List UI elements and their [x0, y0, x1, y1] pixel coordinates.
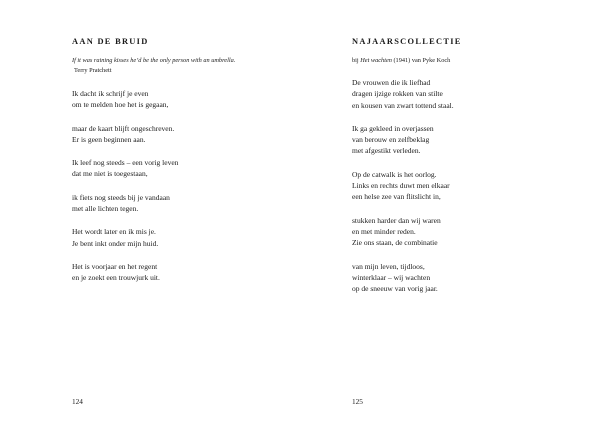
poem-line: met alle lichten tegen. [72, 204, 139, 214]
poem-line: ik fiets nog steeds bij je vandaan [72, 192, 170, 202]
poem-line: op de sneeuw van vorig jaar. [352, 284, 438, 294]
dedication-prefix: bij [352, 57, 361, 64]
stanza [352, 123, 454, 157]
page-number: 125 [352, 397, 363, 406]
poem-line: winterklaar – wij wachten [352, 272, 431, 282]
dedication [352, 56, 450, 66]
poem-line: van berouw en zelfbeklag [352, 135, 430, 145]
poem-line: Het wordt later en ik mis je. [72, 227, 156, 237]
poem-line: Links en rechts duwt men elkaar [352, 181, 450, 191]
epigraph-author: Terry Pratchett [74, 67, 112, 74]
poem-line: van mijn leven, tijdloos, [352, 261, 425, 271]
poem-line: en kousen van zwart tottend staal. [352, 100, 454, 110]
stanza [352, 215, 454, 249]
epigraph-quote: If it was raining kisses he’d be the only person with an umbrella. [72, 57, 236, 64]
poem-line: stukken harder dan wij waren [352, 215, 441, 225]
poem-line: een helse zee van flitslicht in, [352, 192, 441, 202]
poem-title: AAN DE BRUID [72, 37, 149, 46]
poem-line: Ik dacht ik schrijf je even [72, 89, 149, 98]
poem-line: en je zoekt een trouwjurk uit. [72, 273, 160, 283]
stanza [72, 123, 178, 146]
poem-body [352, 77, 454, 306]
poem-line: dat me niet is toegestaan, [72, 169, 148, 179]
stanza [72, 226, 178, 249]
poem-line: Er is geen beginnen aan. [72, 134, 146, 144]
poem-line: De vrouwen die ik liefhad [352, 78, 431, 87]
poem-line: Je bent inkt onder mijn huid. [72, 238, 159, 248]
poem-title: NAJAARSCOLLECTIE [352, 37, 462, 46]
poem-line: Op de catwalk is het oorlog. [352, 169, 437, 179]
poem-body [72, 88, 178, 296]
poem-line: om te melden hoe het is gegaan, [72, 100, 169, 110]
poem-line: en met minder reden. [352, 226, 416, 236]
poem-line: Zie ons staan, de combinatie [352, 238, 438, 248]
stanza [72, 157, 178, 180]
poem-line: maar de kaart blijft ongeschreven. [72, 123, 175, 133]
stanza [352, 169, 454, 203]
stanza [352, 261, 454, 295]
stanza [72, 192, 178, 215]
epigraph [72, 56, 292, 76]
poem-line: Ik leef nog steeds – een vorig leven [72, 158, 179, 168]
poem-line: met afgestikt verleden. [352, 146, 421, 156]
poem-line: dragen ijzige rokken van stilte [352, 89, 443, 99]
poem-line: Ik ga gekleed in overjassen [352, 123, 434, 133]
dedication-suffix: (1941) van Pyke Koch [391, 57, 451, 64]
stanza [352, 77, 454, 111]
right-page [300, 0, 600, 432]
stanza [72, 261, 178, 284]
page-number: 124 [72, 397, 83, 406]
poem-line: Het is voorjaar en het regent [72, 261, 158, 271]
stanza [72, 88, 178, 111]
dedication-work: Het wachten [360, 57, 392, 64]
